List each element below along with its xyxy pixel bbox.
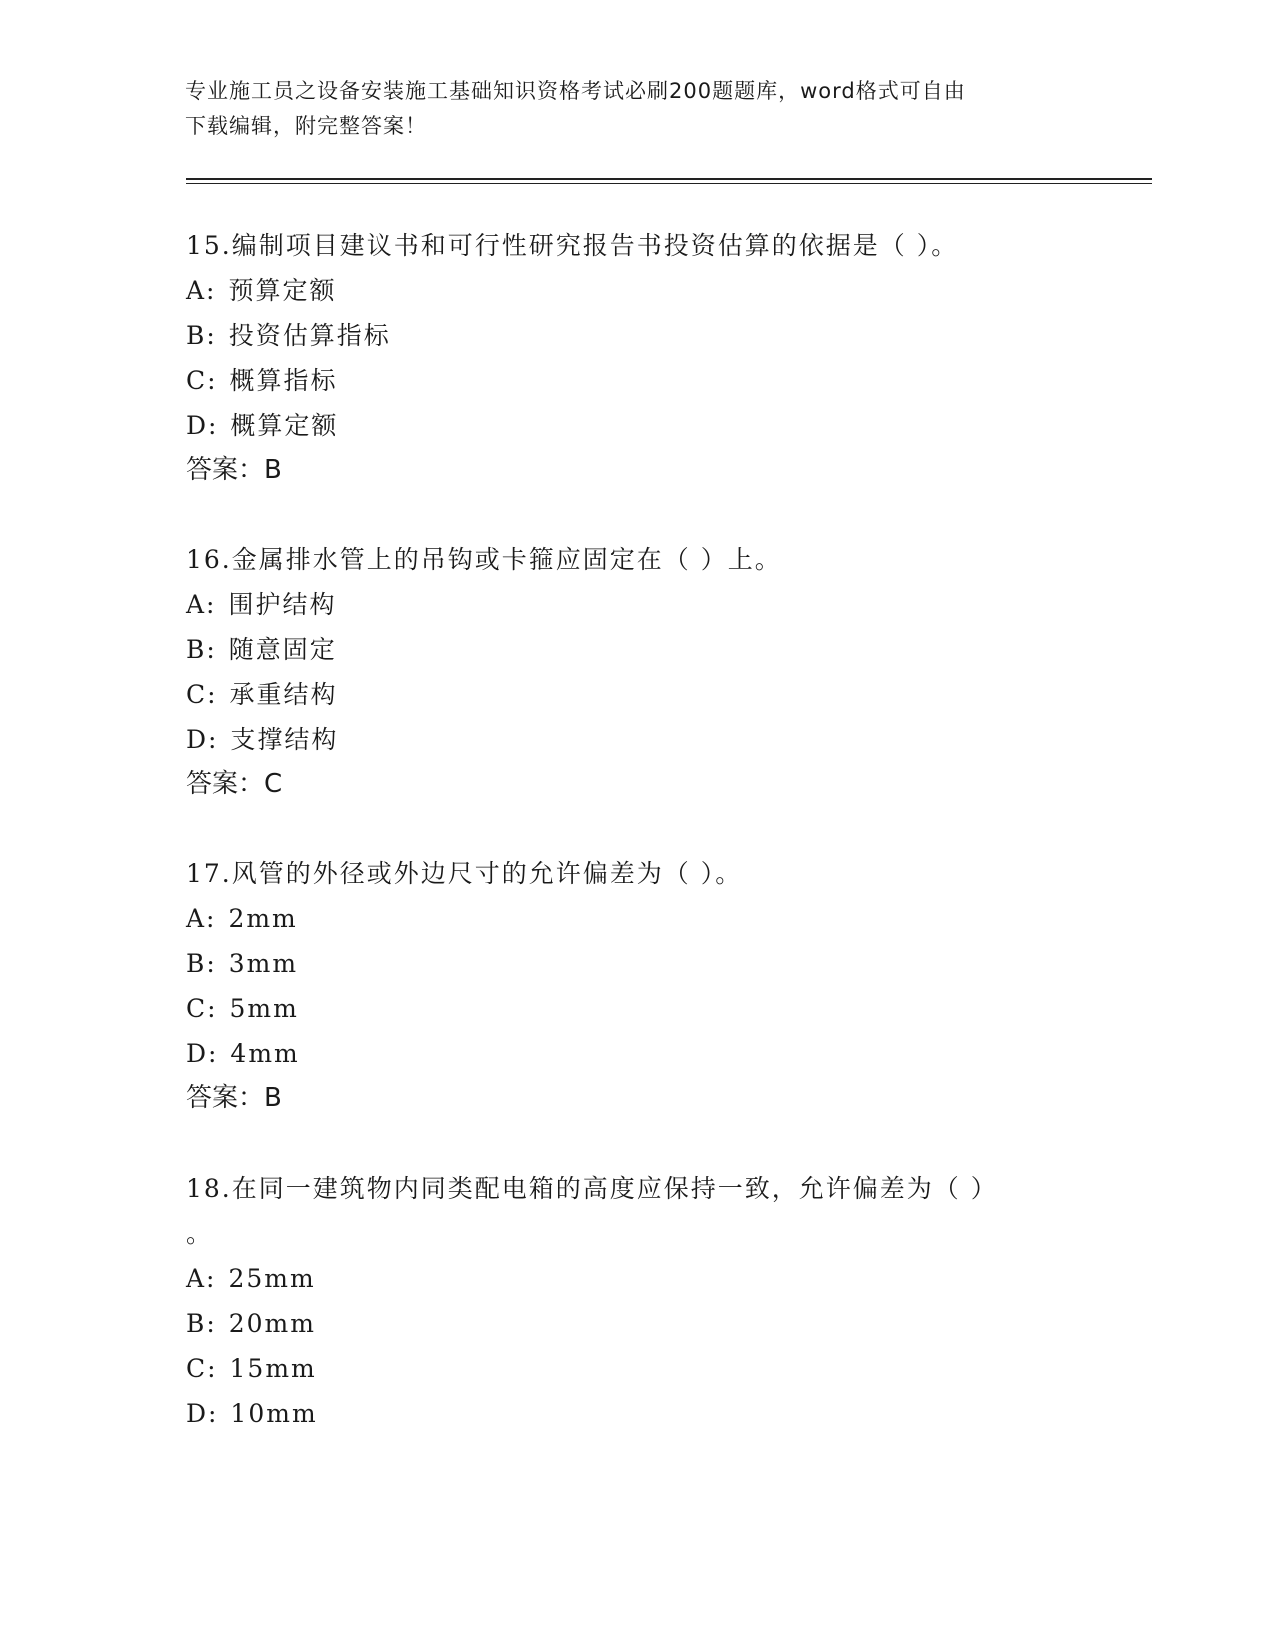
option-c — [186, 1346, 1086, 1391]
option-label: A: — [186, 276, 217, 305]
option-label: B: — [186, 1309, 217, 1338]
document-header — [185, 74, 1065, 144]
option-text: 概算定额 — [230, 411, 339, 440]
question-16 — [186, 537, 1086, 807]
question-17 — [186, 851, 1086, 1121]
option-d — [186, 717, 1086, 762]
question-15 — [186, 223, 1086, 493]
option-label: C: — [186, 994, 218, 1023]
option-text: 支撑结构 — [230, 725, 339, 754]
option-label: B: — [186, 635, 217, 664]
option-text: 2mm — [228, 904, 298, 933]
question-stem: 15.编制项目建议书和可行性研究报告书投资估算的依据是（ ）。 — [186, 231, 959, 260]
answer-line: 答案：C — [186, 769, 283, 799]
option-label: C: — [186, 1354, 218, 1383]
option-label: A: — [186, 904, 217, 933]
question-stem: 16.金属排水管上的吊钩或卡箍应固定在（ ）上。 — [186, 545, 782, 574]
option-text: 20mm — [228, 1309, 316, 1338]
option-a — [186, 896, 1086, 941]
option-label: C: — [186, 366, 218, 395]
header-divider-thick — [186, 178, 1152, 180]
option-a — [186, 582, 1086, 627]
option-text: 15mm — [229, 1354, 317, 1383]
option-c — [186, 672, 1086, 717]
option-b — [186, 313, 1086, 358]
option-d — [186, 1031, 1086, 1076]
option-b — [186, 627, 1086, 672]
option-text: 4mm — [230, 1039, 300, 1068]
option-text: 预算定额 — [228, 276, 337, 305]
option-label: D: — [186, 411, 219, 440]
option-text: 5mm — [229, 994, 299, 1023]
option-text: 随意固定 — [228, 635, 337, 664]
answer-line: 答案：B — [186, 1083, 282, 1113]
header-title-line-1: 专业施工员之设备安装施工基础知识资格考试必刷200题题库，word格式可自由 — [185, 79, 966, 103]
question-stem: 18.在同一建筑物内同类配电箱的高度应保持一致，允许偏差为（ ） — [186, 1174, 998, 1203]
option-text: 承重结构 — [229, 680, 338, 709]
option-b — [186, 941, 1086, 986]
option-label: A: — [186, 590, 217, 619]
question-stem-continuation: 。 — [186, 1219, 212, 1248]
option-label: D: — [186, 725, 219, 754]
option-a — [186, 268, 1086, 313]
option-text: 围护结构 — [228, 590, 337, 619]
question-stem: 17.风管的外径或外边尺寸的允许偏差为（ ）。 — [186, 859, 743, 888]
option-label: D: — [186, 1399, 219, 1428]
option-text: 25mm — [228, 1264, 316, 1293]
option-label: B: — [186, 949, 217, 978]
option-label: B: — [186, 321, 217, 350]
question-18 — [186, 1166, 1086, 1436]
option-text: 投资估算指标 — [228, 321, 391, 350]
answer-line: 答案：B — [186, 455, 282, 485]
option-text: 10mm — [230, 1399, 318, 1428]
option-text: 概算指标 — [229, 366, 338, 395]
option-label: D: — [186, 1039, 219, 1068]
option-b — [186, 1301, 1086, 1346]
option-text: 3mm — [228, 949, 299, 978]
option-d — [186, 403, 1086, 448]
option-c — [186, 986, 1086, 1031]
option-c — [186, 358, 1086, 403]
option-d — [186, 1391, 1086, 1436]
header-divider-thin — [186, 183, 1152, 184]
header-title-line-2: 下载编辑，附完整答案！ — [185, 114, 427, 138]
option-a — [186, 1256, 1086, 1301]
option-label: C: — [186, 680, 218, 709]
option-label: A: — [186, 1264, 217, 1293]
